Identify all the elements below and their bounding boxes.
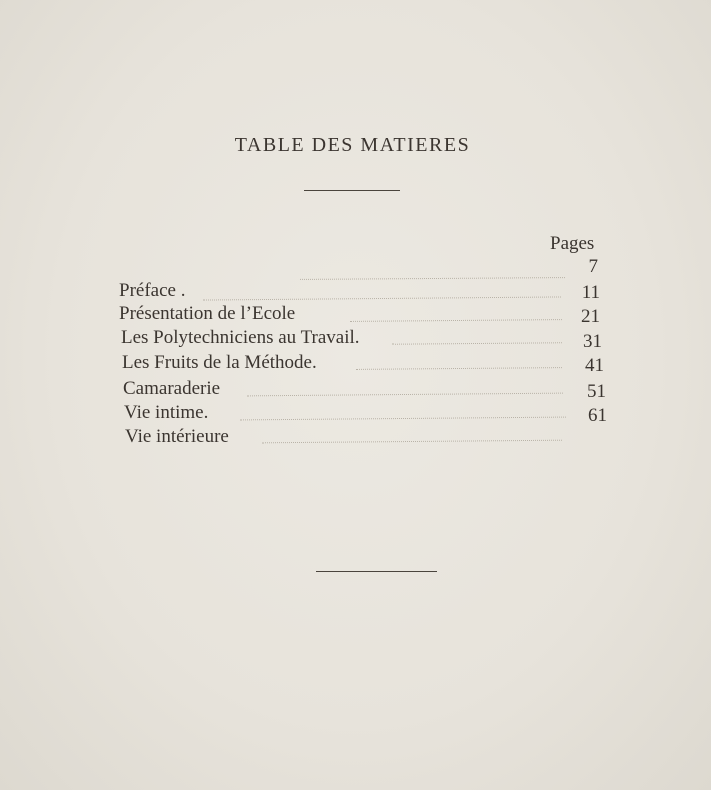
toc-entry-page: 41 xyxy=(585,355,604,376)
toc-entry-page: 11 xyxy=(581,282,600,303)
toc-leader-dots xyxy=(262,440,562,444)
toc-entry-title: Camaraderie xyxy=(123,378,221,399)
toc-entry-title: Les Fruits de la Méthode. xyxy=(122,352,317,373)
toc-entry-title: Présentation de l’Ecole xyxy=(119,303,296,324)
toc-leader-dots xyxy=(240,417,566,421)
pages-column-label: Pages xyxy=(550,233,595,254)
toc-leader-dots xyxy=(392,342,562,344)
toc-entry-title: Vie intime. xyxy=(124,402,209,423)
toc-leader-dots xyxy=(203,296,561,300)
toc-entry-page: 7 xyxy=(588,256,598,277)
toc-entry-page: 51 xyxy=(587,381,606,402)
toc-leader-dots xyxy=(300,277,565,280)
toc-leader-dots xyxy=(247,393,563,397)
toc-entry-title: Préface . xyxy=(119,280,186,301)
toc-entry-page: 61 xyxy=(588,405,607,426)
toc-leader-dots xyxy=(350,319,562,322)
toc-entry-page: 31 xyxy=(583,331,602,352)
toc-entry-title: Vie intérieure xyxy=(125,426,229,447)
toc-entry-page: 21 xyxy=(581,306,600,327)
toc-leader-dots xyxy=(356,367,562,370)
toc-entry-title: Les Polytechniciens au Travail. xyxy=(121,327,360,348)
page-title: TABLE DES MATIERES xyxy=(234,134,471,156)
divider-bottom xyxy=(316,571,437,572)
